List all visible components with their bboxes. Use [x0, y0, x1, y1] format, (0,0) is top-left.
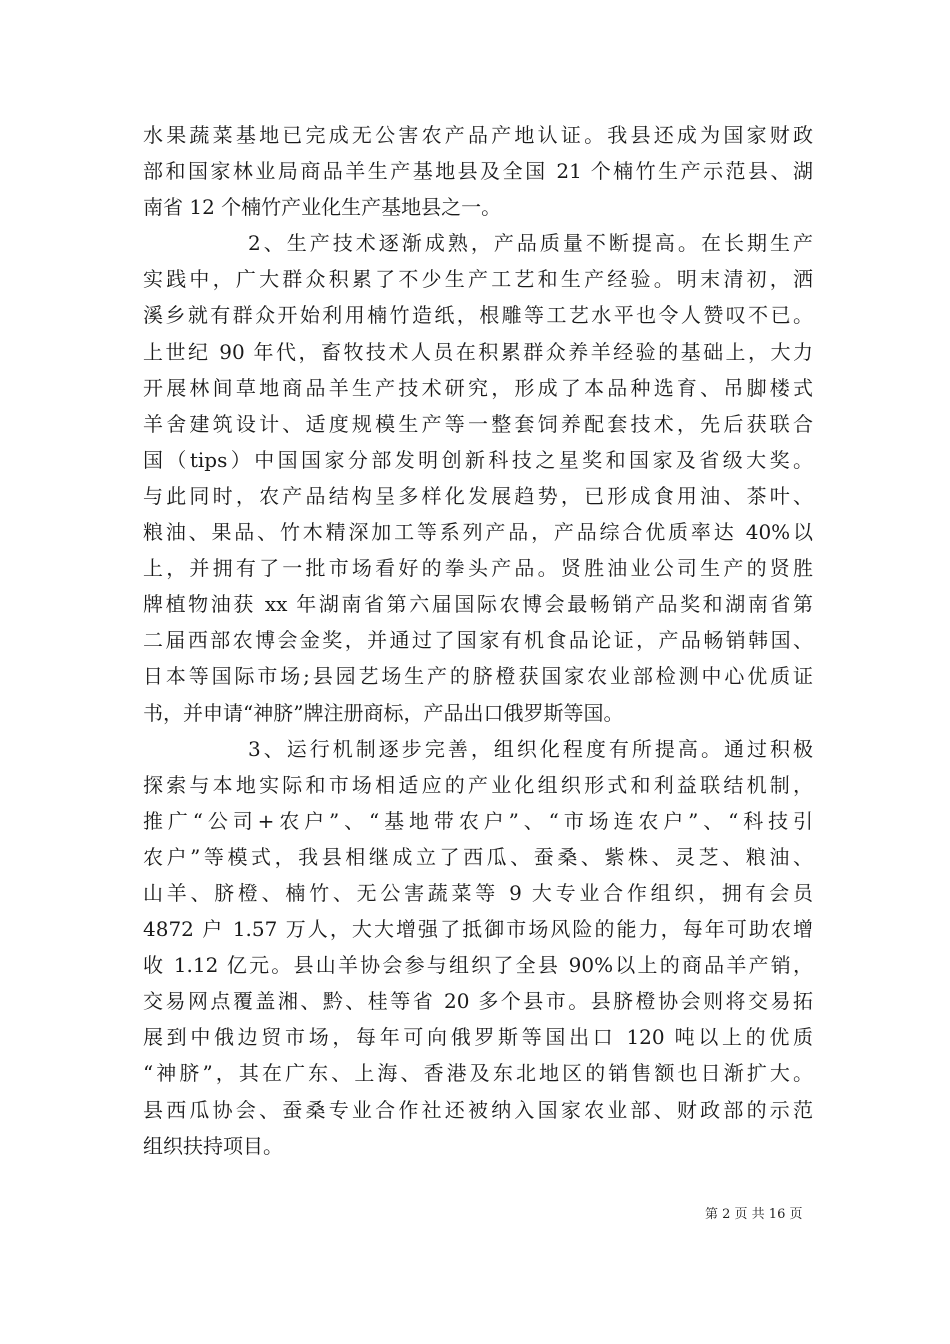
text-line: “神脐”，其在广东、上海、香港及东北地区的销售额也日渐扩大。 [143, 1061, 813, 1086]
text-line: 上，并拥有了一批市场看好的拳头产品。贤胜油业公司生产的贤胜 [143, 556, 813, 581]
section-heading-line: 2、生产技术逐渐成熟，产品质量不断提高。在长期生产 [248, 231, 813, 256]
text-line: 国（tips）中国国家分部发明创新科技之星奖和国家及省级大奖。 [143, 447, 813, 472]
text-line: 羊舍建筑设计、适度规模生产等一整套饲养配套技术，先后获联合 [143, 411, 813, 436]
section-heading-line: 3、运行机制逐步完善，组织化程度有所提高。通过积极 [248, 736, 813, 761]
text-line: 日本等国际市场;县园艺场生产的脐橙获国家农业部检测中心优质证 [143, 664, 813, 689]
text-line: 溪乡就有群众开始利用楠竹造纸，根雕等工艺水平也令人赞叹不已。 [143, 303, 813, 328]
text-line: 农户”等模式，我县相继成立了西瓜、蚕桑、紫株、灵芝、粮油、 [143, 844, 813, 869]
text-line: 推广“公司+农户”、“基地带农户”、“市场连农户”、“科技引 [143, 808, 813, 833]
document-body [143, 117, 813, 1164]
text-line: 山羊、脐橙、楠竹、无公害蔬菜等 9 大专业合作组织，拥有会员 [143, 880, 813, 905]
text-line: 组织扶持项目。 [143, 1133, 283, 1158]
text-line: 与此同时，农产品结构呈多样化发展趋势，已形成食用油、茶叶、 [143, 483, 813, 508]
text-line: 上世纪 90 年代，畜牧技术人员在积累群众养羊经验的基础上，大力 [143, 339, 813, 364]
text-line: 县西瓜协会、蚕桑专业合作社还被纳入国家农业部、财政部的示范 [143, 1097, 813, 1122]
text-line: 南省 12 个楠竹产业化生产基地县之一。 [143, 195, 502, 220]
text-line: 部和国家林业局商品羊生产基地县及全国 21 个楠竹生产示范县、湖 [143, 159, 813, 184]
text-line: 探索与本地实际和市场相适应的产业化组织形式和利益联结机制， [143, 772, 813, 797]
text-line: 开展林间草地商品羊生产技术研究，形成了本品种选育、吊脚楼式 [143, 375, 813, 400]
text-line: 实践中，广大群众积累了不少生产工艺和生产经验。明末清初，洒 [143, 267, 813, 292]
text-line: 水果蔬菜基地已完成无公害农产品产地认证。我县还成为国家财政 [143, 123, 813, 147]
text-line: 牌植物油获 xx 年湖南省第六届国际农博会最畅销产品奖和湖南省第 [143, 592, 813, 617]
page-number-footer: 第 2 页 共 16 页 [705, 1207, 803, 1222]
text-line: 4872 户 1.57 万人，大大增强了抵御市场风险的能力，每年可助农增 [143, 917, 813, 942]
text-line: 交易网点覆盖湘、黔、桂等省 20 多个县市。县脐橙协会则将交易拓 [143, 989, 813, 1014]
text-line: 粮油、果品、竹木精深加工等系列产品，产品综合优质率达 40%以 [143, 520, 813, 545]
text-line: 收 1.12 亿元。县山羊协会参与组织了全县 90%以上的商品羊产销， [143, 953, 813, 978]
text-line: 展到中俄边贸市场，每年可向俄罗斯等国出口 120 吨以上的优质 [143, 1025, 813, 1050]
text-line: 二届西部农博会金奖，并通过了国家有机食品论证，产品畅销韩国、 [143, 628, 813, 653]
text-line: 书，并申请“神脐”牌注册商标，产品出口俄罗斯等国。 [143, 700, 624, 725]
